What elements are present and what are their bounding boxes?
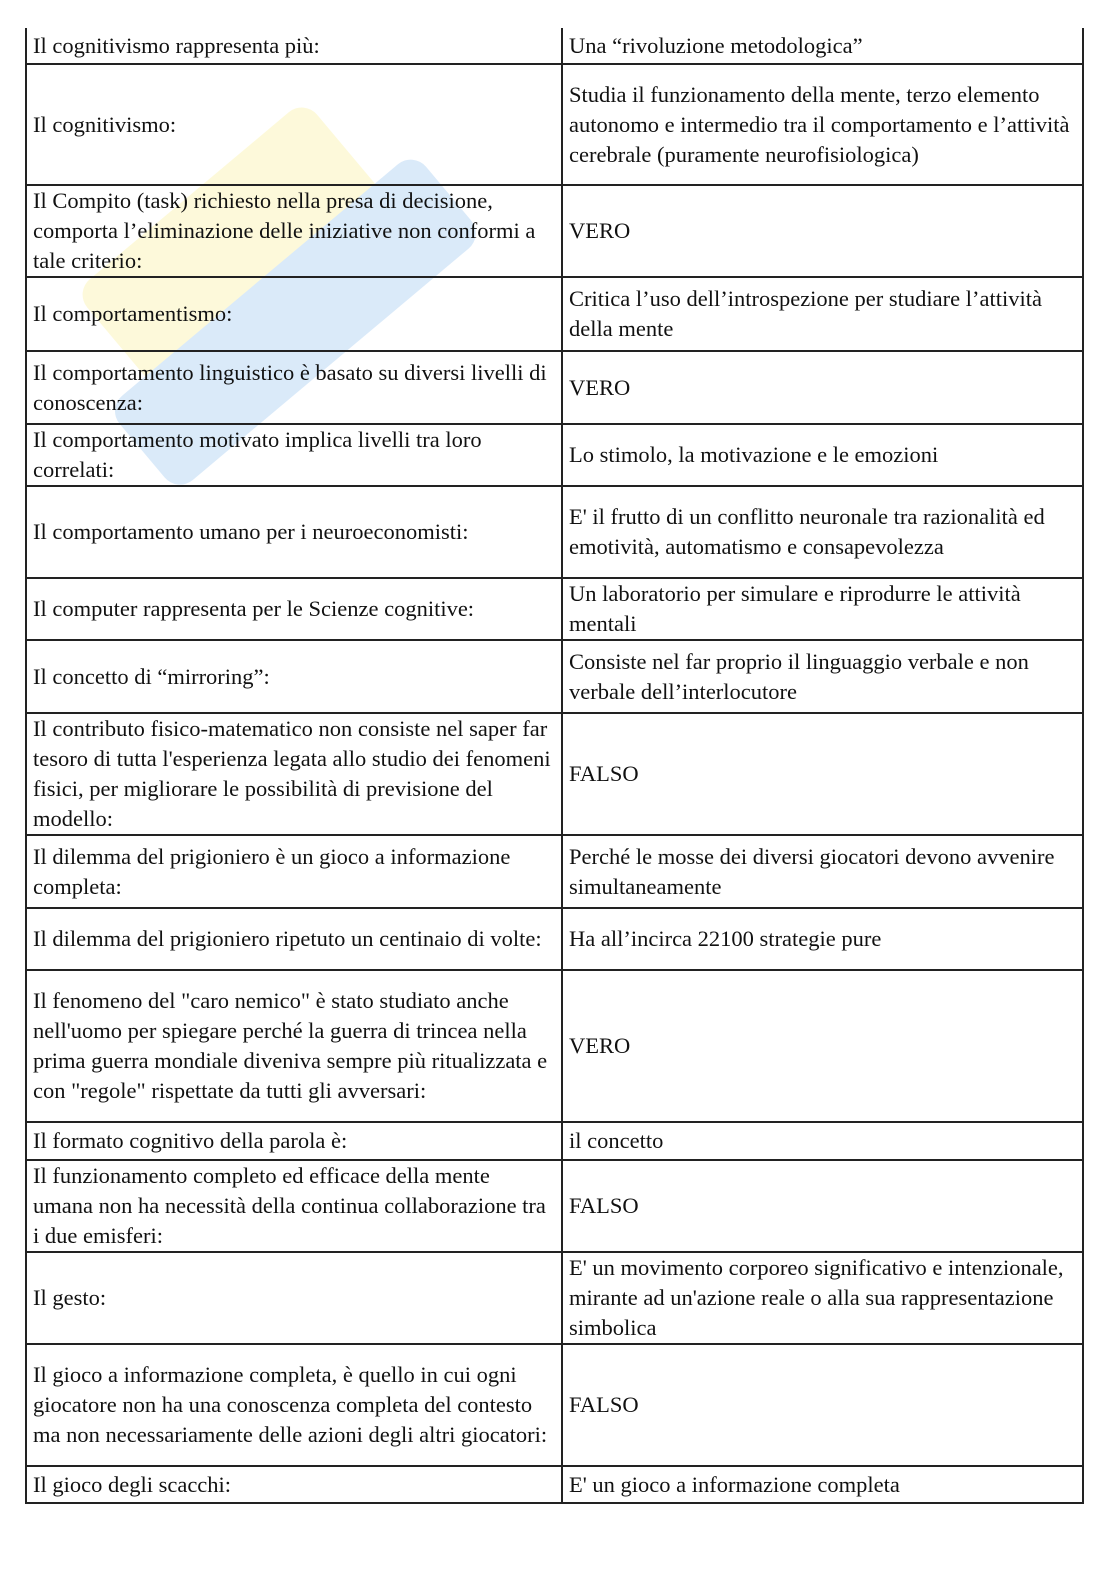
answer-cell: FALSO bbox=[562, 1344, 1083, 1466]
table-row bbox=[26, 1344, 1083, 1466]
table-row bbox=[26, 351, 1083, 424]
question-cell: Il Compito (task) richiesto nella presa di decisione, comporta l’eliminazione delle iniziative non conformi a tale criterio: bbox=[26, 185, 562, 277]
table-row bbox=[26, 713, 1083, 835]
answer-cell: Studia il funzionamento della mente, terzo elemento autonomo e intermedio tra il comportamento e l’attività cerebrale (puramente neurofisiologica) bbox=[562, 64, 1083, 185]
answer-cell: VERO bbox=[562, 351, 1083, 424]
answer-cell: Critica l’uso dell’introspezione per studiare l’attività della mente bbox=[562, 277, 1083, 351]
answer-cell: FALSO bbox=[562, 713, 1083, 835]
answer-cell: Consiste nel far proprio il linguaggio verbale e non verbale dell’interlocutore bbox=[562, 640, 1083, 713]
table-row bbox=[26, 28, 1083, 64]
answer-cell: Ha all’incirca 22100 strategie pure bbox=[562, 908, 1083, 970]
question-cell: Il cognitivismo rappresenta più: bbox=[26, 28, 562, 64]
table-row bbox=[26, 1160, 1083, 1252]
question-cell: Il cognitivismo: bbox=[26, 64, 562, 185]
answer-cell: VERO bbox=[562, 970, 1083, 1122]
question-cell: Il comportamento linguistico è basato su diversi livelli di conoscenza: bbox=[26, 351, 562, 424]
table-row bbox=[26, 1122, 1083, 1160]
question-cell: Il comportamentismo: bbox=[26, 277, 562, 351]
answer-cell: E' un gioco a informazione completa bbox=[562, 1466, 1083, 1503]
table-row bbox=[26, 908, 1083, 970]
question-cell: Il contributo fisico-matematico non consiste nel saper far tesoro di tutta l'esperienza legata allo studio dei fenomeni fisici, per migliorare le possibilità di previsione del modello: bbox=[26, 713, 562, 835]
answer-cell: E' il frutto di un conflitto neuronale tra razionalità ed emotività, automatismo e consapevolezza bbox=[562, 486, 1083, 578]
answer-cell: Perché le mosse dei diversi giocatori devono avvenire simultaneamente bbox=[562, 835, 1083, 908]
table-row bbox=[26, 835, 1083, 908]
answer-cell: Lo stimolo, la motivazione e le emozioni bbox=[562, 424, 1083, 486]
table-row bbox=[26, 970, 1083, 1122]
question-cell: Il concetto di “mirroring”: bbox=[26, 640, 562, 713]
answer-cell: FALSO bbox=[562, 1160, 1083, 1252]
question-cell: Il dilemma del prigioniero ripetuto un centinaio di volte: bbox=[26, 908, 562, 970]
question-cell: Il gesto: bbox=[26, 1252, 562, 1344]
question-cell: Il gioco a informazione completa, è quello in cui ogni giocatore non ha una conoscenza completa del contesto ma non necessariamente delle azioni degli altri giocatori: bbox=[26, 1344, 562, 1466]
answer-cell: E' un movimento corporeo significativo e intenzionale, mirante ad un'azione reale o alla sua rappresentazione simbolica bbox=[562, 1252, 1083, 1344]
qa-table bbox=[25, 28, 1084, 1504]
table-row bbox=[26, 578, 1083, 640]
question-cell: Il comportamento umano per i neuroeconomisti: bbox=[26, 486, 562, 578]
question-cell: Il gioco degli scacchi: bbox=[26, 1466, 562, 1503]
question-cell: Il formato cognitivo della parola è: bbox=[26, 1122, 562, 1160]
table-row bbox=[26, 1252, 1083, 1344]
question-cell: Il comportamento motivato implica livelli tra loro correlati: bbox=[26, 424, 562, 486]
table-row bbox=[26, 185, 1083, 277]
table-row bbox=[26, 277, 1083, 351]
table-row bbox=[26, 640, 1083, 713]
table-row bbox=[26, 64, 1083, 185]
answer-cell: Un laboratorio per simulare e riprodurre le attività mentali bbox=[562, 578, 1083, 640]
answer-cell: Una “rivoluzione metodologica” bbox=[562, 28, 1083, 64]
table-row bbox=[26, 424, 1083, 486]
answer-cell: VERO bbox=[562, 185, 1083, 277]
table-row bbox=[26, 1466, 1083, 1503]
question-cell: Il fenomeno del "caro nemico" è stato studiato anche nell'uomo per spiegare perché la guerra di trincea nella prima guerra mondiale diveniva sempre più ritualizzata e con "regole" rispettate da tutti gli avversari: bbox=[26, 970, 562, 1122]
question-cell: Il funzionamento completo ed efficace della mente umana non ha necessità della continua collaborazione tra i due emisferi: bbox=[26, 1160, 562, 1252]
question-cell: Il dilemma del prigioniero è un gioco a informazione completa: bbox=[26, 835, 562, 908]
question-cell: Il computer rappresenta per le Scienze cognitive: bbox=[26, 578, 562, 640]
answer-cell: il concetto bbox=[562, 1122, 1083, 1160]
table-row bbox=[26, 486, 1083, 578]
